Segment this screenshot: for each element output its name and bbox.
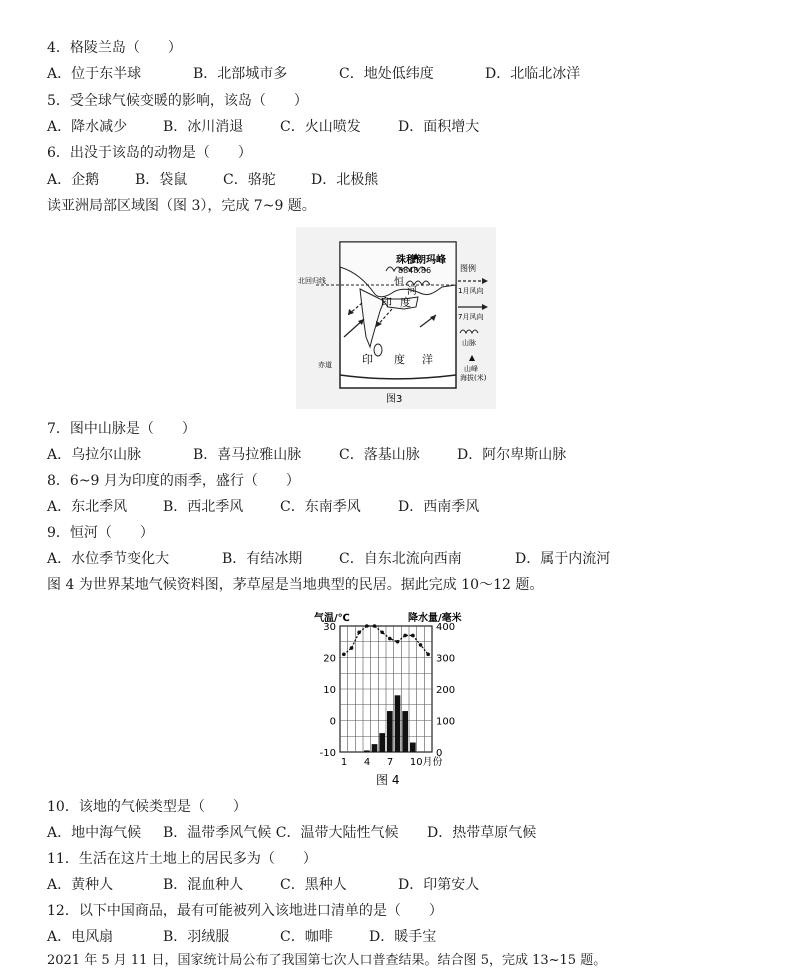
temperature-point-month-4 [365,624,369,628]
figure-3-map [296,227,496,409]
option-d: D．阿尔卑斯山脉 [457,447,567,463]
option-a: A．电风扇 [47,929,114,945]
precip-bar-month-10 [410,743,416,752]
option-b: B．羽绒服 [163,929,230,945]
right-tick-label: 300 [436,653,456,665]
q4-stem: 4．格陵兰岛（ ） [47,40,182,56]
legend-title: 图例 [460,264,476,273]
option-d: D．暖手宝 [369,929,437,945]
left-tick-label: 10 [323,685,336,696]
map-svg [296,227,496,409]
precip-bar-month-8 [395,695,401,752]
right-axis-title: 降水量/毫米 [408,613,462,624]
option-d: D．属于内流河 [515,551,611,567]
left-axis-title: 气温/℃ [314,613,350,624]
right-tick-label: 400 [436,622,456,633]
option-c: C．火山喷发 [280,119,361,135]
option-a: A．降水减少 [47,119,128,135]
legend-mountain: 山脉 [462,339,476,347]
precip-bar-month-4 [364,750,370,752]
temperature-point-month-6 [380,631,384,635]
temperature-point-month-12 [426,653,430,657]
temperature-point-month-8 [396,640,400,644]
left-tick-label: -10 [319,748,336,759]
legend-jan: 1月风向 [458,287,484,295]
left-tick-label: 0 [329,716,336,728]
q11-stem: 11．生活在这片土地上的居民多为（ ） [47,851,317,867]
q8-stem: 8．6~9 月为印度的雨季，盛行（ ） [47,473,300,489]
precip-bar-month-5 [372,744,378,752]
left-tick-label: 20 [323,653,336,665]
option-c: C．自东北流向西南 [339,551,462,567]
option-a: A．水位季节变化大 [47,551,170,567]
option-b: B．喜马拉雅山脉 [193,447,302,463]
country-label-2: 度 [400,296,411,309]
legend-peak-1: 山峰 [464,365,478,373]
option-a: A．企鹅 [47,172,100,188]
option-b: B．混血种人 [163,877,244,893]
river-label-2: 河 [407,286,417,297]
option-b: B．西北季风 [163,499,244,515]
option-c: C．咖啡 [280,929,333,945]
option-b: B．袋鼠 [135,172,188,188]
ocean-label-1: 印 [362,353,373,366]
equator-label: 赤道 [318,361,332,369]
intro-fig4: 图 4 为世界某地气候资料图，茅草屋是当地典型的民居。据此完成 10～12 题。 [47,577,544,593]
right-tick-label: 100 [436,716,456,728]
grid [340,626,432,752]
option-a: A．地中海气候 [47,825,142,841]
q5-stem: 5．受全球气候变暖的影响，该岛（ ） [47,93,308,109]
temperature-point-month-3 [357,631,361,635]
temperature-point-month-7 [388,637,392,641]
option-d: D．北临北冰洋 [485,66,581,82]
sri-lanka [374,344,382,356]
map-caption: 图3 [386,394,403,405]
precipitation-bars [364,695,416,752]
q7-stem: 7．图中山脉是（ ） [47,421,196,437]
left-tick-label: 30 [323,622,336,633]
temperature-point-month-1 [342,653,346,657]
option-d: D．西南季风 [398,499,480,515]
intro-fig5: 2021 年 5 月 11 日，国家统计局公布了我国第七次人口普查结果。结合图 5，完成 13~15 题。 [47,953,607,968]
peak-height: 8848.86 [398,266,432,275]
option-a: A．东北季风 [47,499,128,515]
climate-chart-svg [308,604,478,790]
ocean-label-2: 度 [394,353,405,366]
x-tick-label: 10月份 [409,757,443,768]
temperature-point-month-11 [419,643,423,647]
q9-stem: 9．恒河（ ） [47,525,154,541]
temperature-point-month-2 [350,646,354,650]
x-tick-label: 4 [363,757,371,768]
option-a: A．黄种人 [47,877,114,893]
temperature-point-month-9 [403,634,407,638]
figure-4-climate-chart [308,604,478,790]
q12-stem: 12．以下中国商品，最有可能被列入该地进口清单的是（ ） [47,903,443,919]
option-c: C．黑种人 [280,877,347,893]
option-c: C．落基山脉 [339,447,420,463]
option-d: D．面积增大 [398,119,480,135]
right-tick-label: 0 [436,748,443,759]
country-label-1: 印 [381,296,392,309]
option-b: B．有结冰期 [222,551,303,567]
option-d: D．北极熊 [311,172,379,188]
x-tick-label: 1 [340,757,348,768]
tropic-label: 北回归线 [298,277,326,285]
intro-fig3: 读亚洲局部区域图（图 3），完成 7~9 题。 [47,198,316,214]
option-d: D．热带草原气候 [427,825,537,841]
option-c: C．东南季风 [280,499,361,515]
option-b: B．温带季风气候 C．温带大陆性气候 [163,825,399,841]
legend-peak-2: 海拔(米) [460,374,487,382]
option-d: D．印第安人 [398,877,480,893]
river-label-1: 恒 [394,277,404,288]
precip-bar-month-7 [387,711,393,752]
option-c: C．地处低纬度 [339,66,434,82]
temperature-point-month-5 [373,624,377,628]
option-c: C．骆驼 [223,172,276,188]
ocean-label-3: 洋 [422,353,433,366]
option-a: A．乌拉尔山脉 [47,447,142,463]
x-tick-label: 7 [386,757,394,768]
legend-jul: 7月风向 [458,313,484,321]
peak-name: 珠穆朗玛峰 [396,255,446,266]
q6-stem: 6．出没于该岛的动物是（ ） [47,145,252,161]
q10-stem: 10．该地的气候类型是（ ） [47,799,247,815]
option-a: A．位于东半球 [47,66,142,82]
precip-bar-month-9 [402,711,408,752]
chart-title: 图 4 [376,773,400,787]
right-tick-label: 200 [436,685,456,696]
option-b: B．北部城市多 [193,66,288,82]
precip-bar-month-6 [379,733,385,752]
temperature-point-month-10 [411,634,415,638]
option-b: B．冰川消退 [163,119,244,135]
